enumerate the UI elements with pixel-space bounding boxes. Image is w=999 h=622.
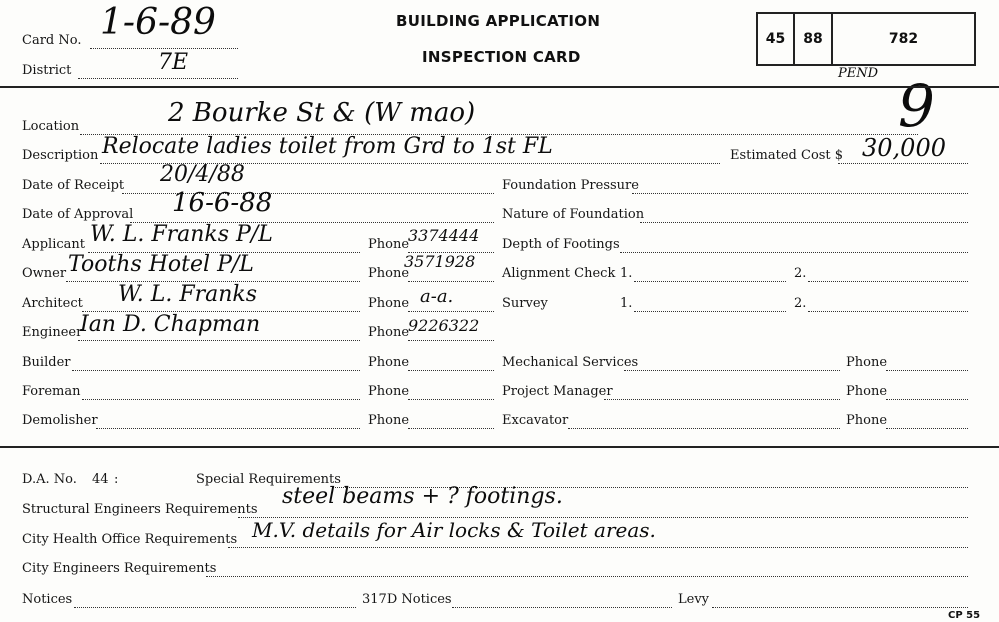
levy-label: Levy <box>678 592 710 607</box>
nature-foundation-label: Nature of Foundation <box>502 207 645 222</box>
survey-2-label: 2. <box>794 296 807 311</box>
applicant-label: Applicant <box>22 237 85 252</box>
architect-value: W. L. Franks <box>118 282 258 307</box>
depth-footings-line <box>620 252 968 253</box>
demolisher-phone-line <box>408 428 494 429</box>
applicant-phone-value: 3374444 <box>408 226 480 245</box>
architect-phone-label: Phone <box>368 296 410 311</box>
structural-req-value: steel beams + ? footings. <box>282 484 563 509</box>
title-line1: BUILDING APPLICATION <box>396 12 601 30</box>
mechanical-label: Mechanical Services <box>502 355 639 370</box>
engineer-line <box>78 340 360 341</box>
middle-divider <box>0 446 999 448</box>
ref-box-3: 782 <box>888 31 919 47</box>
demolisher-line <box>96 428 360 429</box>
description-value: Relocate ladies toilet from Grd to 1st FL <box>102 134 553 159</box>
alignment-check-label: Alignment Check <box>502 266 616 281</box>
da-no-value: 44 <box>92 472 109 487</box>
notices-label: Notices <box>22 592 73 607</box>
card-no-line <box>90 48 238 49</box>
engineer-phone-value: 9226322 <box>408 316 480 335</box>
date-receipt-label: Date of Receipt <box>22 178 125 193</box>
card-no-label: Card No. <box>22 33 82 48</box>
applicant-value: W. L. Franks P/L <box>90 222 273 247</box>
district-value: 7E <box>158 50 189 75</box>
builder-phone-line <box>408 370 494 371</box>
alignment-2-label: 2. <box>794 266 807 281</box>
survey-1-label: 1. <box>620 296 633 311</box>
estimated-cost-line <box>838 163 968 164</box>
mechanical-phone-line <box>886 370 968 371</box>
excavator-line <box>568 428 840 429</box>
foreman-phone-line <box>408 399 494 400</box>
location-value: 2 Bourke St & (W mao) <box>168 98 476 128</box>
alignment-2-line <box>808 281 968 282</box>
builder-label: Builder <box>22 355 71 370</box>
architect-phone-value: a-a. <box>420 286 454 307</box>
alignment-1-label: 1. <box>620 266 633 281</box>
foundation-pressure-label: Foundation Pressure <box>502 178 639 193</box>
title-line2: INSPECTION CARD <box>422 48 581 66</box>
date-receipt-value: 20/4/88 <box>160 162 245 187</box>
builder-phone-label: Phone <box>368 355 410 370</box>
handwritten-number: 9 <box>898 72 935 140</box>
excavator-phone-line <box>886 428 968 429</box>
district-label: District <box>22 63 72 78</box>
footer-code: CP 55 <box>948 610 981 621</box>
project-manager-line <box>604 399 840 400</box>
district-line <box>78 78 238 79</box>
special-req-label: Special Requirements <box>196 472 341 487</box>
project-manager-label: Project Manager <box>502 384 613 399</box>
estimated-cost-value: 30,000 <box>862 134 946 162</box>
owner-phone-label: Phone <box>368 266 410 281</box>
city-eng-req-label: City Engineers Requirements <box>22 561 217 576</box>
date-approval-label: Date of Approval <box>22 207 134 222</box>
applicant-phone-label: Phone <box>368 237 410 252</box>
foreman-label: Foreman <box>22 384 81 399</box>
nature-foundation-line <box>640 222 968 223</box>
owner-phone-line <box>408 281 494 282</box>
owner-phone-value: 3571928 <box>404 252 476 271</box>
notices-line <box>74 607 356 608</box>
engineer-phone-label: Phone <box>368 325 410 340</box>
owner-value: Tooths Hotel P/L <box>68 252 254 277</box>
ref-box-1: 45 <box>758 14 795 64</box>
owner-label: Owner <box>22 266 67 281</box>
structural-req-label: Structural Engineers Requirements <box>22 502 258 517</box>
depth-footings-label: Depth of Footings <box>502 237 620 252</box>
mechanical-phone-label: Phone <box>846 355 888 370</box>
survey-label: Survey <box>502 296 548 311</box>
pend-note: PEND <box>838 66 879 81</box>
estimated-cost-label: Estimated Cost $ <box>730 148 844 163</box>
ref-box-2: 88 <box>795 14 833 64</box>
foreman-phone-label: Phone <box>368 384 410 399</box>
project-manager-phone-label: Phone <box>846 384 888 399</box>
notices-317d-label: 317D Notices <box>362 592 452 607</box>
builder-line <box>72 370 360 371</box>
demolisher-label: Demolisher <box>22 413 98 428</box>
architect-label: Architect <box>22 296 83 311</box>
foreman-line <box>82 399 360 400</box>
reference-boxes <box>756 12 976 66</box>
excavator-label: Excavator <box>502 413 569 428</box>
health-req-line <box>228 547 968 548</box>
excavator-phone-label: Phone <box>846 413 888 428</box>
health-req-value: M.V. details for Air locks & Toilet areas. <box>252 518 656 542</box>
description-label: Description <box>22 148 99 163</box>
engineer-label: Engineer <box>22 325 83 340</box>
demolisher-phone-label: Phone <box>368 413 410 428</box>
mechanical-line <box>624 370 840 371</box>
top-divider <box>0 86 999 88</box>
survey-1-line <box>634 311 786 312</box>
health-req-label: City Health Office Requirements <box>22 532 238 547</box>
location-label: Location <box>22 119 80 134</box>
engineer-value: Ian D. Chapman <box>80 312 261 337</box>
da-no-colon: : <box>114 472 119 487</box>
project-manager-phone-line <box>886 399 968 400</box>
alignment-1-line <box>634 281 786 282</box>
city-eng-req-line <box>206 576 968 577</box>
card-no-value: 1-6-89 <box>100 2 216 43</box>
notices-317d-line <box>452 607 672 608</box>
date-approval-value: 16-6-88 <box>172 188 273 218</box>
foundation-pressure-line <box>632 193 968 194</box>
engineer-phone-line <box>408 340 494 341</box>
architect-phone-line <box>408 311 494 312</box>
levy-line <box>712 607 968 608</box>
survey-2-line <box>808 311 968 312</box>
da-no-label: D.A. No. <box>22 472 77 487</box>
